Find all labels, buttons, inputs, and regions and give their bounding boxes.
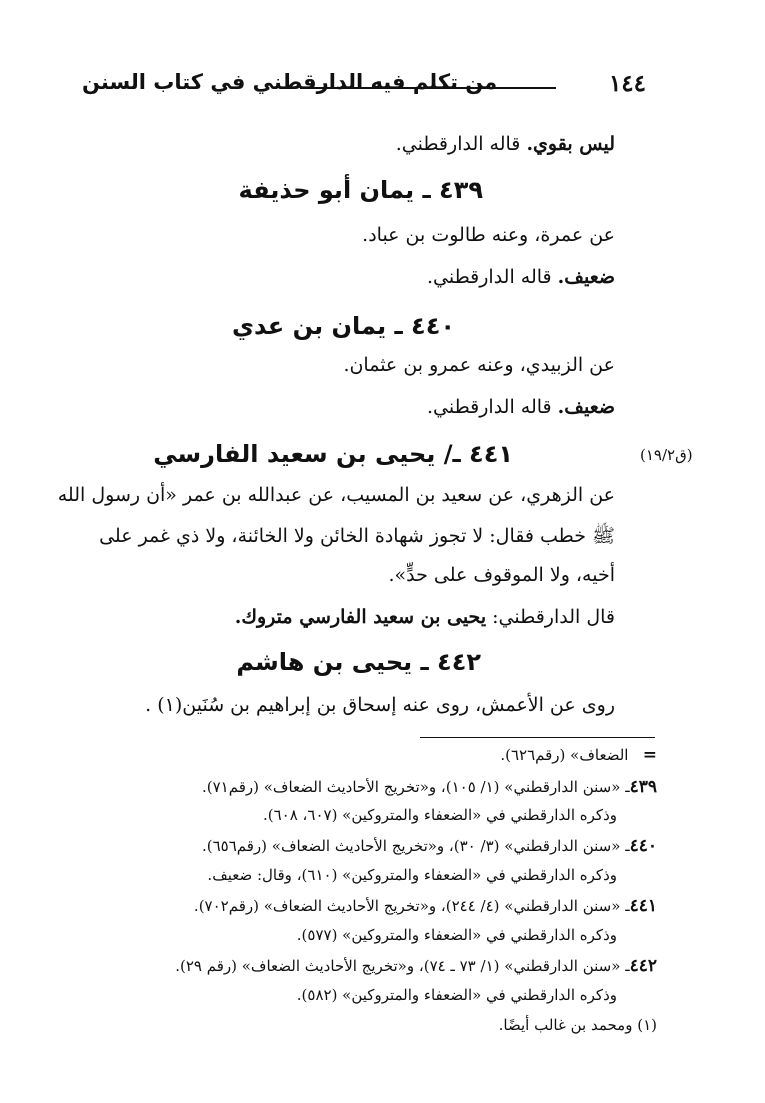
entry-442-line-1-text: روى عن الأعمش، روى عنه إسحاق بن إبراهيم بن سُنَين(١) . xyxy=(145,694,615,716)
entry-441-line-4 xyxy=(235,606,615,628)
entry-441-line-1 xyxy=(58,484,615,506)
footnote-text: وذكره الدارقطني في «الضعفاء والمتروكين» (٦٠٧، ٦٠٨). xyxy=(262,806,617,824)
running-title: من تكلم فيه الدارقطني في كتاب السنن xyxy=(82,70,498,94)
entry-heading-441: ٤٤١ ـ/ يحيى بن سعيد الفارسي xyxy=(153,440,513,468)
entry-439-line-1 xyxy=(362,224,615,246)
footnote-number-441: ٤٤١ xyxy=(629,896,657,916)
page-number: ١٤٤ xyxy=(608,70,646,97)
footnote-line xyxy=(202,777,657,797)
intro-bold: ليس بقوي. xyxy=(526,133,615,155)
footnote-line xyxy=(207,866,617,884)
entry-442-line-1 xyxy=(145,694,615,716)
entry-heading-439: ٤٣٩ ـ يمان أبو حذيفة xyxy=(238,176,483,204)
entry-441-line-2-text: ﷺ خطب فقال: لا تجوز شهادة الخائن ولا الخائنة، ولا ذي غمر على xyxy=(99,525,615,547)
entry-439-line-2-text: قاله الدارقطني. xyxy=(426,266,558,288)
footnote-text: ـ «سنن الدارقطني» (٤/ ٢٤٤)، و«تخريج الأحاديث الضعاف» (رقم٧٠٢). xyxy=(193,897,630,915)
entry-441-line-3-text: أخيه، ولا الموقوف على حدٍّ». xyxy=(388,564,615,586)
entry-440-line-1 xyxy=(343,354,615,376)
entry-439-line-2-bold: ضعيف. xyxy=(557,266,615,288)
intro-line xyxy=(396,133,615,155)
footnote-text: (١) ومحمد بن غالب أيضًا. xyxy=(498,1016,657,1034)
entry-441-line-4-bold: يحيى بن سعيد الفارسي متروك. xyxy=(234,606,487,628)
footnote-text: وذكره الدارقطني في «الضعفاء والمتروكين» (٥٨٢). xyxy=(296,986,617,1004)
footnote-line xyxy=(202,836,657,856)
entry-441-line-3 xyxy=(388,564,615,586)
entry-440-line-2 xyxy=(427,396,615,418)
footnote-line xyxy=(194,896,657,916)
footnote-number-440: ٤٤٠ xyxy=(629,836,657,856)
entry-440-line-2-bold: ضعيف. xyxy=(557,396,615,418)
footnote-number-439: ٤٣٩ xyxy=(629,777,657,797)
page-header xyxy=(78,62,648,112)
entry-441-line-2 xyxy=(99,524,615,552)
footnote-text: وذكره الدارقطني في «الضعفاء والمتروكين» (٦١٠)، وقال: ضعيف. xyxy=(207,866,617,884)
footnote-marker: = xyxy=(642,745,657,765)
footnote-line xyxy=(499,1016,657,1034)
footnote-text: ـ «سنن الدارقطني» (٣/ ٣٠)، و«تخريج الأحاديث الضعاف» (رقم٦٥٦). xyxy=(201,837,630,855)
footnote-separator xyxy=(420,737,655,738)
entry-439-line-2 xyxy=(427,266,615,288)
entry-heading-442: ٤٤٢ ـ يحيى بن هاشم xyxy=(236,648,481,676)
entry-440-line-1-text: عن الزبيدي، وعنه عمرو بن عثمان. xyxy=(343,354,615,376)
footnote-text: ـ «سنن الدارقطني» (١/ ٧٣ ـ ٧٤)، و«تخريج الأحاديث الضعاف» (رقم ٢٩). xyxy=(175,957,630,975)
entry-heading-440: ٤٤٠ ـ يمان بن عدي xyxy=(231,312,455,340)
footnote-line xyxy=(175,956,657,976)
footnote-line xyxy=(297,926,617,944)
entry-441-line-1-text: عن الزهري، عن سعيد بن المسيب، عن عبدالله بن عمر «أن رسول الله xyxy=(57,484,615,506)
manuscript-margin-note: (ق١٩/٢) xyxy=(640,446,693,464)
entry-440-line-2-text: قاله الدارقطني. xyxy=(426,396,558,418)
footnote-line xyxy=(297,986,617,1004)
entry-439-line-1-text: عن عمرة، وعنه طالوت بن عباد. xyxy=(362,224,615,246)
footnote-line xyxy=(263,806,617,824)
footnote-line xyxy=(500,745,657,765)
footnote-text: ـ «سنن الدارقطني» (١/ ١٠٥)، و«تخريج الأحاديث الضعاف» (رقم٧١). xyxy=(201,778,630,796)
entry-441-line-4-text: قال الدارقطني: xyxy=(486,606,615,628)
intro-rest: قاله الدارقطني. xyxy=(395,133,527,155)
footnote-text: الضعاف» (رقم٦٢٦). xyxy=(500,746,629,764)
footnote-text: وذكره الدارقطني في «الضعفاء والمتروكين» (٥٧٧). xyxy=(296,926,617,944)
footnote-number-442: ٤٤٢ xyxy=(629,956,657,976)
